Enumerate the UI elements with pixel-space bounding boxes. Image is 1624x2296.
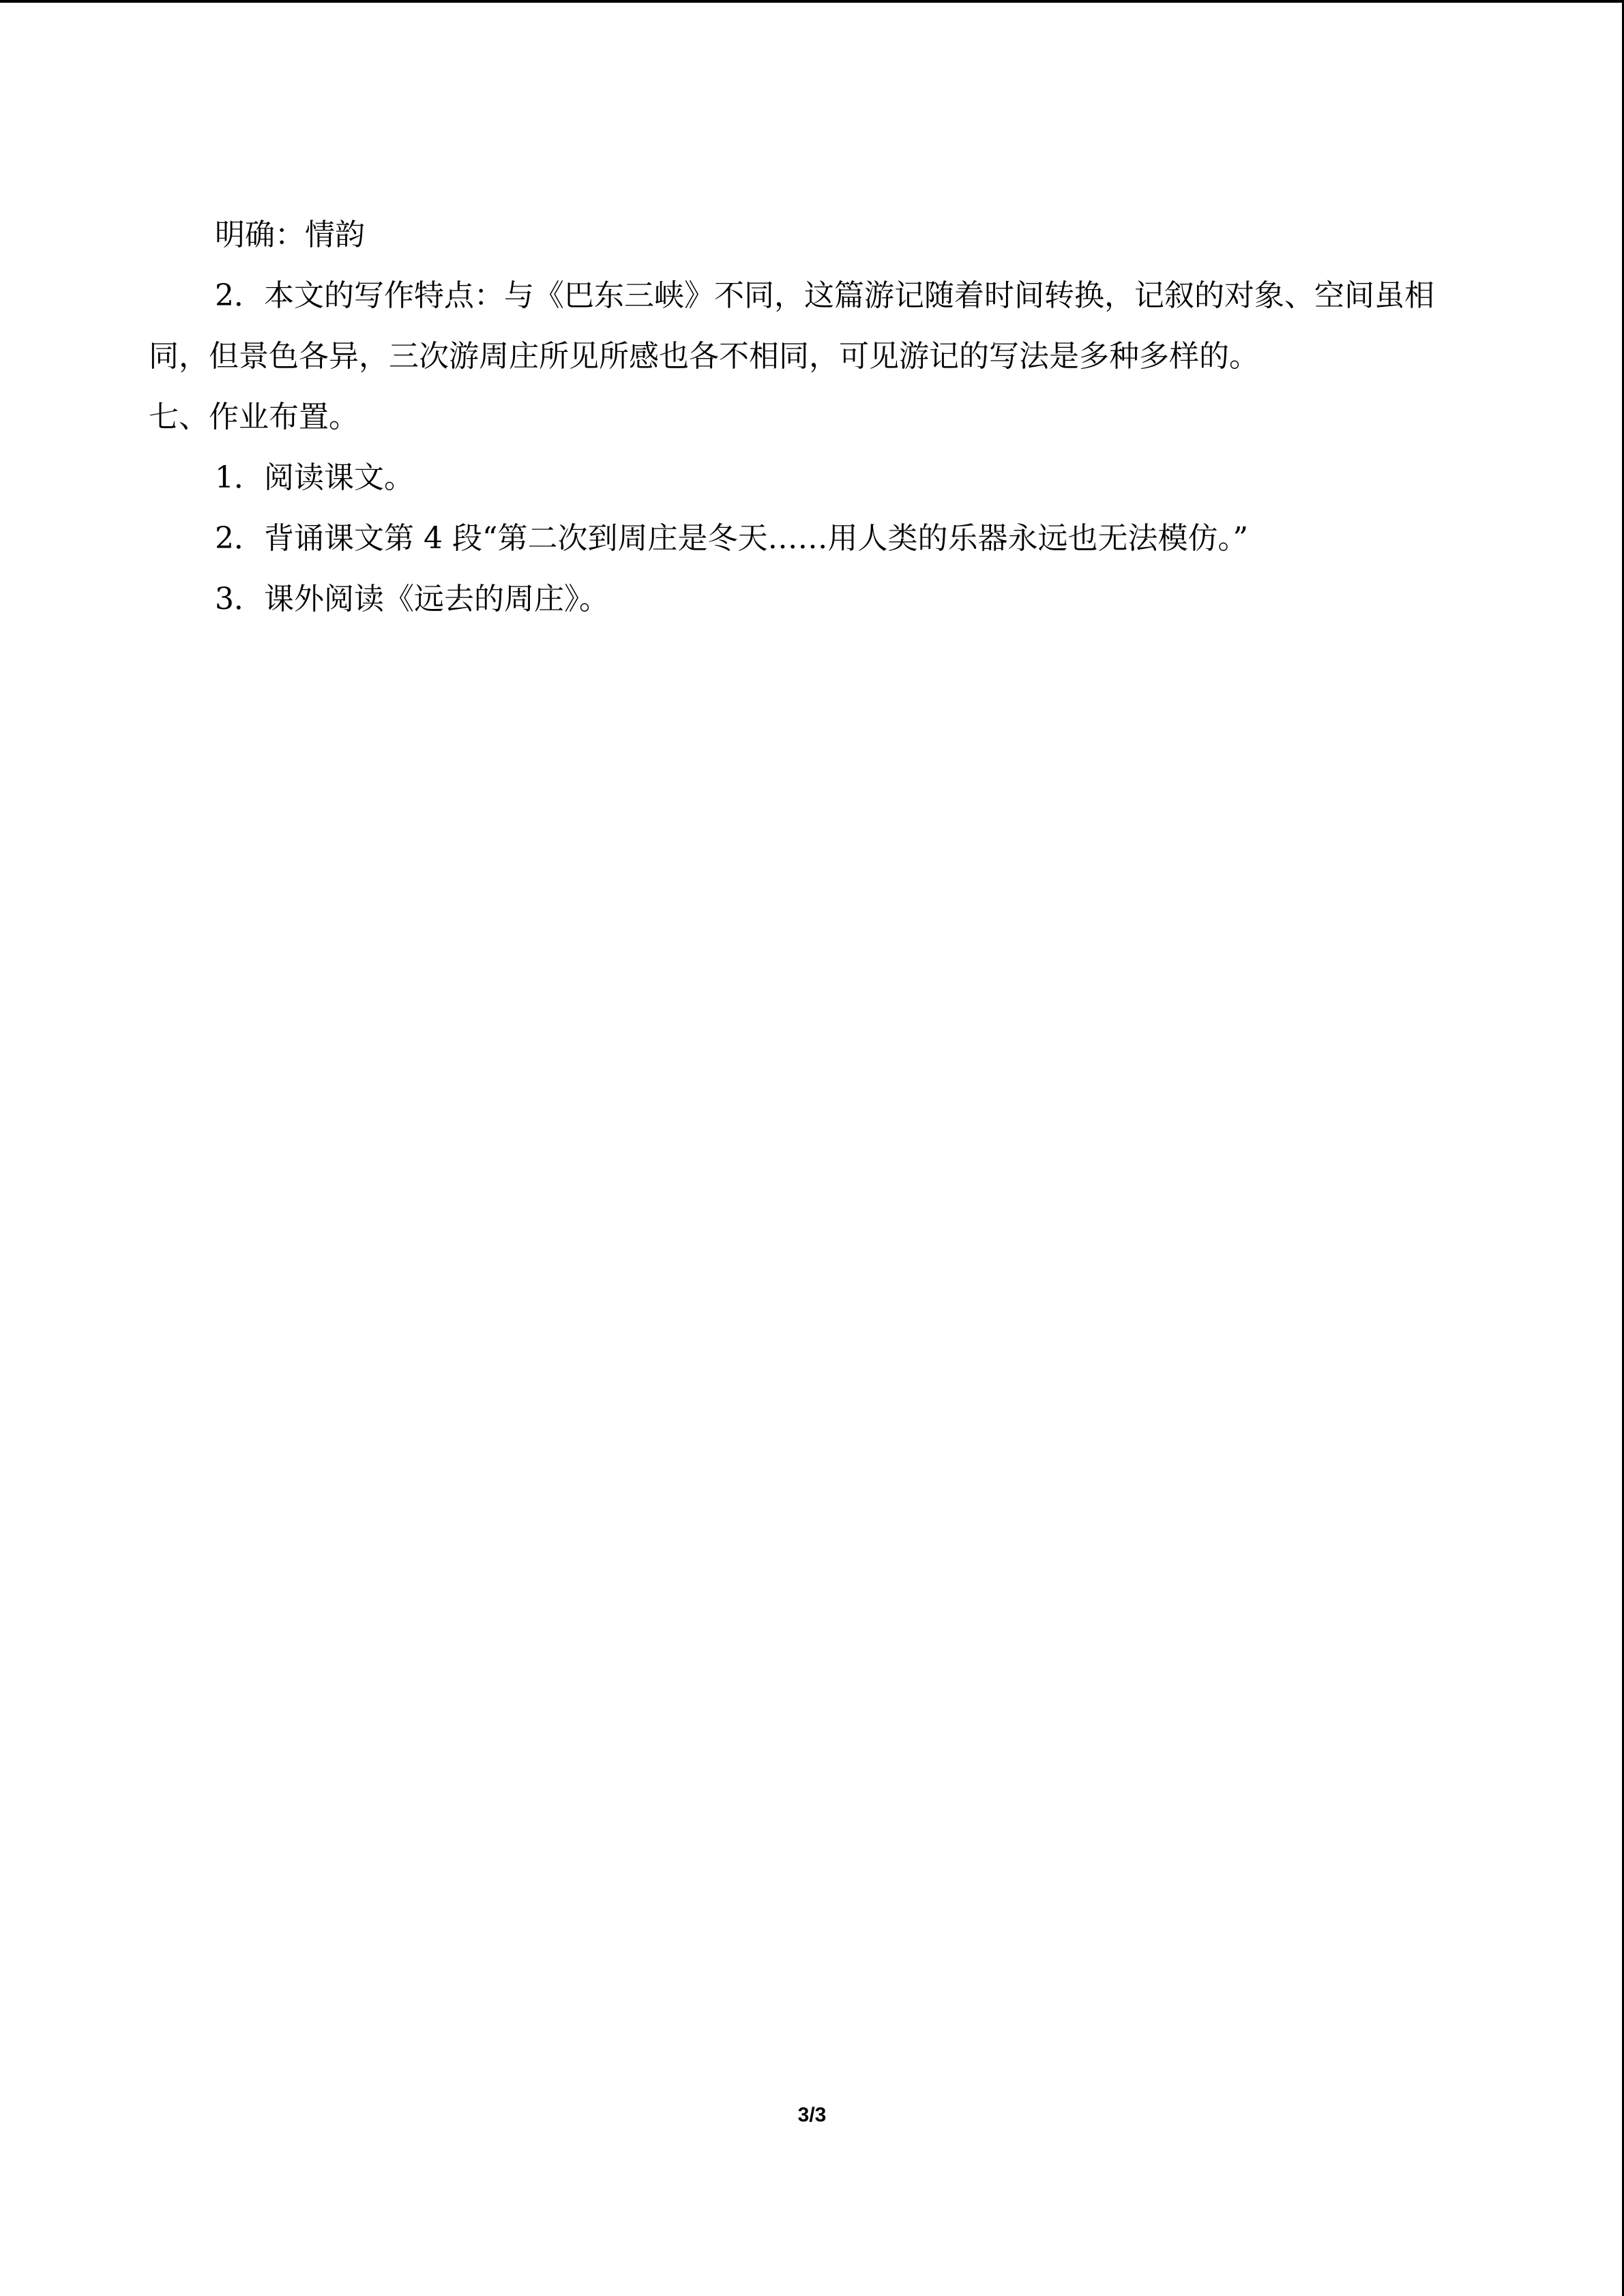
paragraph-writing-features: 2．本文的写作特点：与《巴东三峡》不同，这篇游记随着时间转换，记叙的对象、空间虽相同，但景色各异，三次游周庄所见所感也各不相同，可见游记的写法是多种多样的。: [149, 278, 1434, 374]
top-border-line: [0, 0, 1624, 3]
homework-item-1: 1．阅读课文。: [215, 460, 414, 495]
section-heading-homework: 七、作业布置。: [149, 400, 359, 434]
paragraph-clarification: 明确：情韵: [215, 218, 365, 252]
page-number: 3/3: [797, 2104, 827, 2126]
homework-item-3: 3．课外阅读《远去的周庄》。: [215, 582, 609, 616]
document-body: [149, 205, 1479, 629]
homework-item-2: 2．背诵课文第 4 段“第二次到周庄是冬天……用人类的乐器永远也无法模仿。”: [215, 521, 1248, 556]
